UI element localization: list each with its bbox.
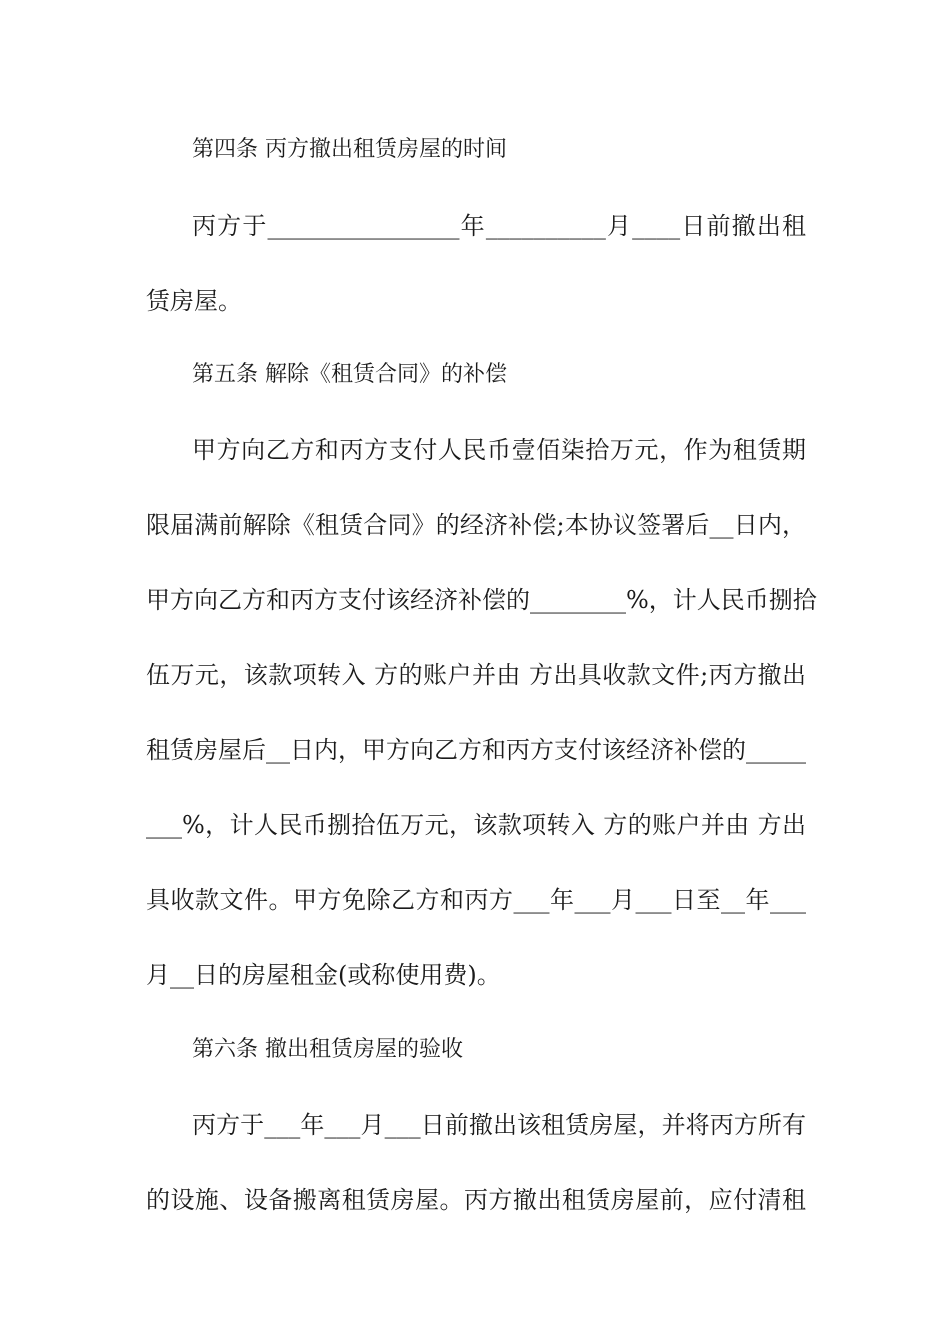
article-5-body-line-6: ___%，计人民币捌拾伍万元，该款项转入 方的账户并由 方出 bbox=[146, 811, 806, 839]
article-5-body-line-1: 甲方向乙方和丙方支付人民币壹佰柒拾万元，作为租赁期 bbox=[192, 436, 806, 464]
article-5-heading: 第五条 解除《租赁合同》的补偿 bbox=[192, 362, 507, 387]
article-6-body-line-2: 的设施、设备搬离租赁房屋。丙方撤出租赁房屋前，应付清租 bbox=[146, 1186, 806, 1214]
article-5-body-line-7: 具收款文件。甲方免除乙方和丙方___年___月___日至__年___ bbox=[146, 886, 806, 914]
article-5-body-line-2: 限届满前解除《租赁合同》的经济补偿;本协议签署后__日内， bbox=[146, 511, 806, 539]
article-5-body-line-5: 租赁房屋后__日内，甲方向乙方和丙方支付该经济补偿的_____ bbox=[146, 736, 806, 764]
article-5-body-line-3: 甲方向乙方和丙方支付该经济补偿的________%，计人民币捌拾 bbox=[146, 586, 817, 614]
article-5-body-line-8: 月__日的房屋租金(或称使用费)。 bbox=[146, 961, 501, 989]
article-4-body-line-2: 赁房屋。 bbox=[146, 287, 242, 315]
article-6-body-line-1: 丙方于___年___月___日前撤出该租赁房屋，并将丙方所有 bbox=[192, 1111, 806, 1139]
article-4-body-line-1: 丙方于________________年__________月____日前撤出租 bbox=[192, 212, 806, 240]
article-4-heading: 第四条 丙方撤出租赁房屋的时间 bbox=[192, 137, 507, 162]
article-5-body-line-4: 伍万元，该款项转入 方的账户并由 方出具收款文件;丙方撤出 bbox=[146, 661, 806, 689]
article-6-heading: 第六条 撤出租赁房屋的验收 bbox=[192, 1037, 463, 1062]
